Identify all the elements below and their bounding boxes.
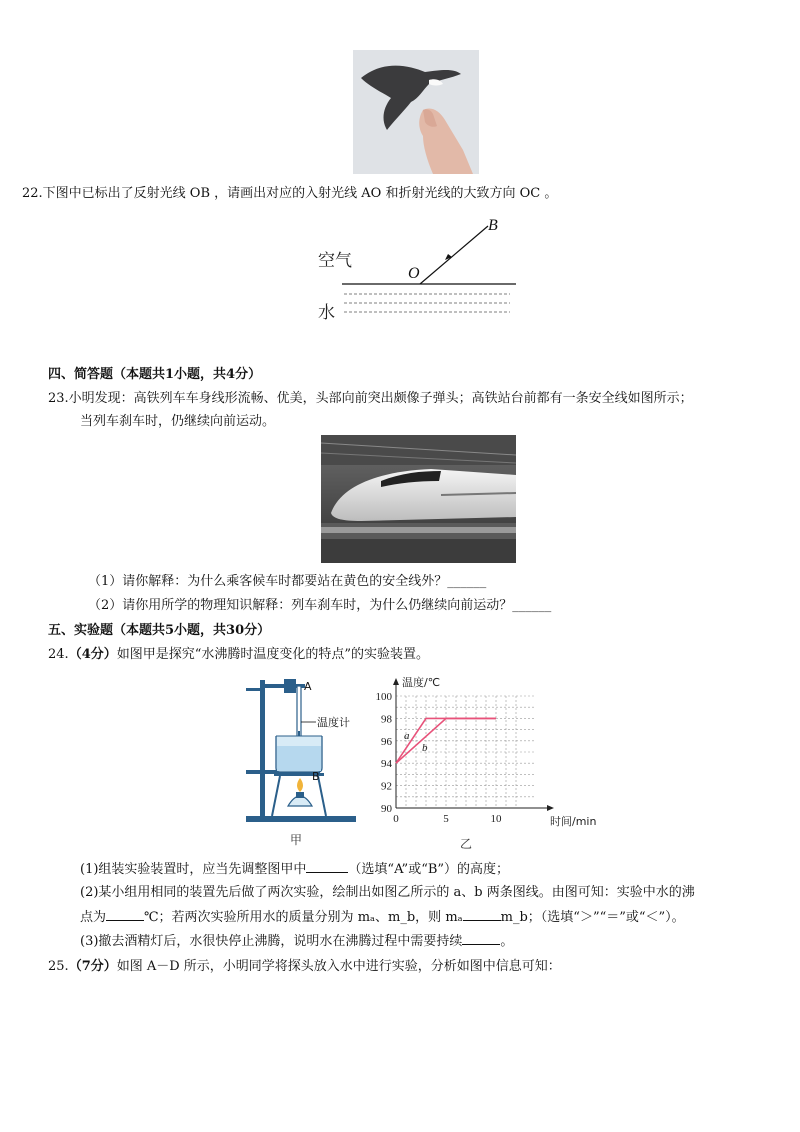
sub2-text-c: ℃；若两次实验所用水的质量分别为 mₐ、m_b，则 mₐ xyxy=(144,910,463,925)
y-tick-label: 94 xyxy=(381,758,392,771)
sub3-text-a: (3)撤去酒精灯后，水很快停止沸腾，说明水在沸腾过程中需要持续 xyxy=(80,934,463,949)
sub1-text-b: （选填“A”或“B”）的高度； xyxy=(348,862,510,877)
series-label-b: b xyxy=(422,741,428,754)
sub3-text-b: 。 xyxy=(500,934,514,949)
question-25-intro xyxy=(48,958,561,976)
bird-balance-photo xyxy=(353,50,479,174)
caption-jia: 甲 xyxy=(290,833,303,847)
question-23-sub2: （2）请你用所学的物理知识解释：列车刹车时，为什么仍继续向前运动？______ xyxy=(88,598,552,613)
sub2-blank-boiling-point[interactable] xyxy=(106,908,144,921)
x-axis-label: 时间/min xyxy=(550,815,597,828)
y-axis-arrow xyxy=(393,678,399,685)
question-24-text: 如图甲是探究“水沸腾时温度变化的特点”的实验装置。 xyxy=(116,647,430,662)
question-22-text: 22.下图中已标出了反射光线 OB ，请画出对应的入射光线 AO 和折射光线的大致方向 OC 。 xyxy=(22,186,558,201)
boiling-apparatus-figure xyxy=(240,676,380,846)
question-24-sub2-line1: (2)某小组用相同的装置先后做了两次实验，绘制出如图乙所示的 a、b 两条图线。由图可知：实验中水的沸 xyxy=(80,885,695,900)
question-24-intro xyxy=(48,646,429,664)
label-a: A xyxy=(304,680,312,693)
sub1-text-a: (1)组装实验装置时，应当先调整图甲中 xyxy=(80,862,307,877)
caption-yi: 乙 xyxy=(460,837,473,851)
y-tick-label: 98 xyxy=(381,713,392,726)
y-tick-label: 90 xyxy=(381,803,392,815)
question-24-sub1 xyxy=(80,860,509,879)
y-tick-label: 96 xyxy=(381,735,392,748)
point-b-label: B xyxy=(488,217,498,234)
air-label: 空气 xyxy=(318,251,352,271)
question-25-number: 25. xyxy=(48,959,69,974)
question-23-line1: 23.小明发现：高铁列车车身线形流畅、优美，头部向前突出颇像子弹头；高铁站台前都有一条安全线如图所示； xyxy=(48,391,693,406)
y-axis-label: 温度/℃ xyxy=(402,676,441,689)
water-label: 水 xyxy=(318,303,335,323)
question-25-points: （7分） xyxy=(68,959,117,974)
x-axis-arrow xyxy=(547,805,554,811)
temperature-time-chart xyxy=(368,672,597,857)
sub1-blank[interactable] xyxy=(306,860,348,873)
label-thermometer: 温度计 xyxy=(317,716,350,729)
series-label-a: a xyxy=(404,729,410,742)
question-24-sub2-line2 xyxy=(80,908,685,927)
question-24-sub3 xyxy=(80,932,513,951)
y-tick-label: 100 xyxy=(375,691,392,703)
label-b: B xyxy=(312,770,320,783)
reflection-diagram xyxy=(310,210,530,330)
question-24-points: （4分） xyxy=(68,647,117,662)
section-4-heading: 四、简答题（本题共1小题，共4分） xyxy=(48,367,262,382)
question-23-line2: 当列车刹车时，仍继续向前运动。 xyxy=(80,414,276,429)
train-photo xyxy=(321,435,516,563)
section-5-heading: 五、实验题（本题共5小题，共30分） xyxy=(48,623,271,638)
x-tick-label: 5 xyxy=(443,813,449,825)
x-tick-label: 0 xyxy=(393,813,399,825)
sub2-blank-compare[interactable] xyxy=(463,908,501,921)
y-tick-label: 92 xyxy=(381,780,392,793)
question-24-number: 24. xyxy=(48,647,69,662)
sub2-text-b: 点为 xyxy=(80,910,107,925)
sub3-blank[interactable] xyxy=(462,932,500,945)
question-23-sub1: （1）请你解释：为什么乘客候车时都要站在黄色的安全线外？______ xyxy=(88,574,487,589)
sub2-text-d: m_b；（选填“＞”“＝”或“＜”）。 xyxy=(500,910,685,925)
point-o-label: O xyxy=(408,265,420,282)
x-tick-label: 10 xyxy=(490,813,502,825)
question-25-text: 如图 A－D 所示，小明同学将探头放入水中进行实验，分析如图中信息可知： xyxy=(116,959,561,974)
